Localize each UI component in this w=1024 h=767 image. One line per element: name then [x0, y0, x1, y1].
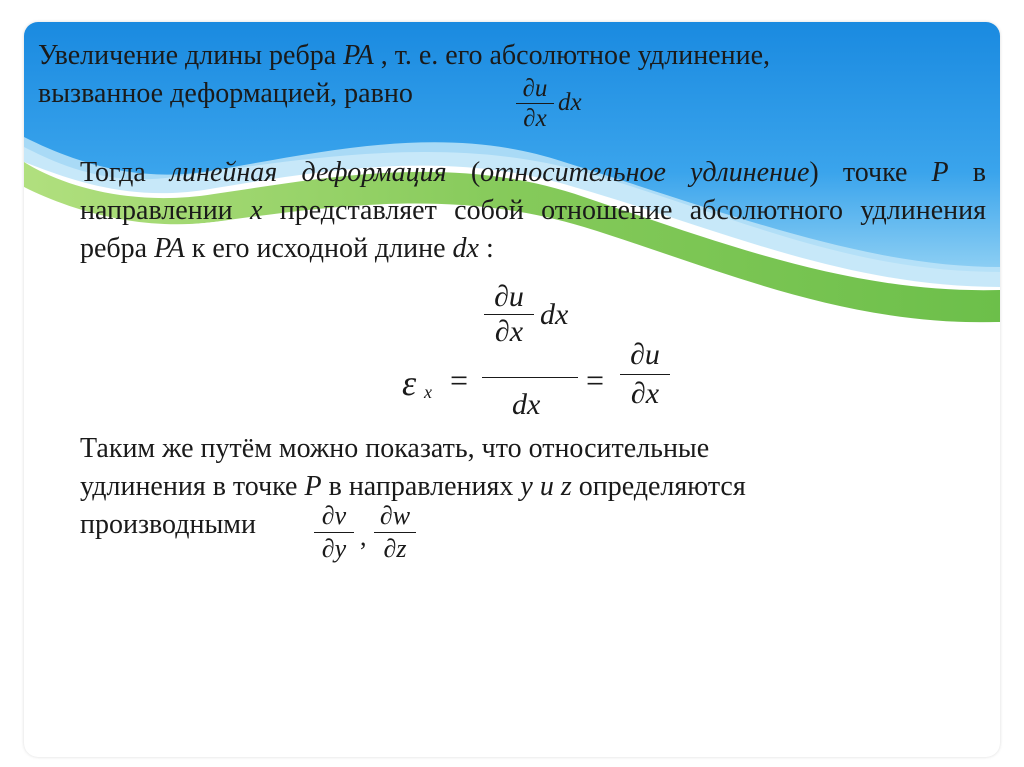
edge-label: PA [343, 40, 374, 71]
comma-separator: , [360, 522, 367, 551]
epsilon-subscript: x [424, 382, 432, 402]
paragraph-intro [38, 37, 968, 113]
main-fraction-bar [482, 377, 578, 378]
paragraph-other-directions: Таким же путём можно показать, что относительные удлинения в точке P в направлениях y и z определяются производными [80, 433, 746, 540]
intro-text-cont: , т. е. его абсолютное удлинение, [373, 40, 770, 71]
paragraph-definition: Тогда линейная деформация (относительное удлинение) точке P в направлении x представляет собой отношение абсолютного удлинения ребра PA к его исходной длине dx : [80, 157, 986, 264]
slide-content [24, 22, 1000, 757]
equals-2: = [586, 362, 605, 398]
term-relative-elongation: относительное удлинение [480, 157, 810, 188]
epsilon-symbol: ε [402, 363, 417, 403]
intro-line2: вызванное деформацией, равно [38, 78, 413, 109]
fraction-dv-dy: ∂v ∂y [314, 500, 354, 565]
slide [24, 22, 1000, 757]
fraction-du-dx-top: ∂u ∂x [484, 280, 534, 349]
fraction-du-dx-inline: ∂u ∂x [516, 74, 554, 133]
fraction-du-dx-right: ∂u ∂x [620, 336, 670, 413]
equals-1: = [450, 362, 469, 398]
dx-inline: dx [558, 89, 582, 116]
dx-top: dx [540, 298, 569, 331]
term-linear-deformation: линейная деформация [169, 157, 447, 188]
intro-text: Увеличение длины ребра [38, 40, 344, 71]
dx-bottom: dx [512, 388, 541, 421]
fraction-dw-dz: ∂w ∂z [374, 500, 416, 565]
